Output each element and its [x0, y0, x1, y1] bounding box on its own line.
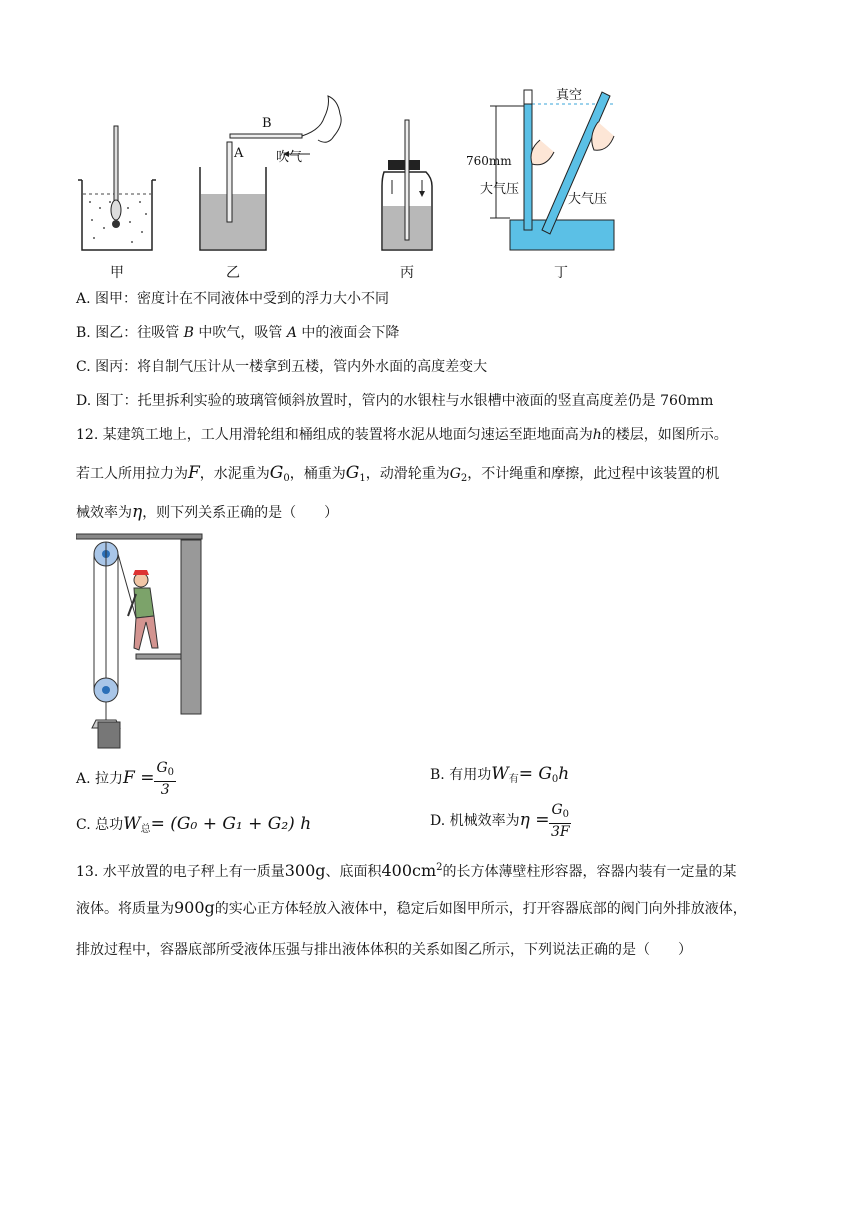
torricelli-figure — [490, 90, 616, 250]
fig-label-atm-left: 大气压 — [480, 182, 520, 197]
q12-stem-line3 — [76, 502, 338, 523]
q12-text: ，动滑轮重为 — [365, 466, 450, 482]
q12-option-a — [76, 760, 176, 798]
q13-stem-line3: 排放过程中，容器底部所受液体压强与排出液体体积的关系如图乙所示，下列说法正确的是（ ） — [76, 942, 692, 958]
q12-option-b-sub: 有 — [508, 774, 519, 785]
fig-label-jia: 甲 — [110, 265, 124, 281]
q12-option-b-w: W — [491, 764, 509, 784]
q11-option-b-var2: A — [286, 325, 297, 341]
q12-stem-line1-post: 的楼层，如图所示。 — [601, 427, 728, 443]
q11-option-c: C. 图丙：将自制气压计从一楼拿到五楼，管内外水面的高度差变大 — [76, 359, 488, 375]
q12-option-d-label: D. 机械效率为 — [430, 813, 520, 829]
q11-option-b-var1: B — [183, 325, 194, 341]
q11-option-b — [76, 323, 399, 343]
barometer-bottle-figure — [382, 120, 432, 250]
q12-option-c-w: W — [123, 814, 141, 834]
q12-option-d-fraction — [549, 802, 571, 840]
q13-text: 13. 水平放置的电子秤上有一质量 — [76, 864, 285, 880]
q12-var-g2: G — [449, 466, 461, 482]
q11-option-d: D. 图丁：托里拆利实验的玻璃管倾斜放置时，管内的水银柱与水银槽中液面的竖直高度差仍是 760mm — [76, 393, 714, 409]
fig-label-straw-b: B — [262, 116, 272, 131]
q12-var-g2-sub: 2 — [460, 473, 468, 484]
q13-text: 的长方体薄壁柱形容器，容器内装有一定量的某 — [442, 864, 737, 880]
fig-label-ding: 丁 — [554, 265, 568, 281]
q12-var-f: F — [188, 463, 200, 483]
q13-text: 液体。将质量为 — [76, 901, 174, 917]
q12-text: ，水泥重为 — [199, 466, 270, 482]
q12-var-g0: G — [269, 463, 284, 483]
fig-label-vacuum: 真空 — [556, 88, 583, 103]
fig-label-760mm: 760mm — [466, 154, 512, 168]
q12-stem-line2 — [76, 463, 719, 489]
q12-var-h: h — [592, 427, 602, 443]
q12-text: ，则下列关系正确的是（ ） — [142, 505, 339, 521]
q12-text: 械效率为 — [76, 505, 132, 521]
q13-mass-container: 300g — [284, 861, 326, 880]
fig-label-straw-a: A — [234, 146, 244, 161]
q11-option-b-post: 中的液面会下降 — [296, 325, 400, 341]
q13-stem-line2 — [76, 898, 747, 919]
frac-den: 3F — [550, 824, 570, 840]
q11-figure-svg — [70, 82, 630, 282]
q13-stem-line1 — [76, 858, 737, 882]
q12-option-a-lhs: F = — [123, 768, 155, 788]
q12-option-d-lhs: η = — [519, 810, 550, 830]
q12-var-g1: G — [345, 463, 360, 483]
pulley-svg — [76, 532, 206, 752]
q12-option-c-rhs: = (G₀ + G₁ + G₂) h — [150, 814, 312, 834]
fig-label-blow: 吹气 — [276, 150, 303, 165]
q12-pulley-figure — [76, 532, 206, 752]
q12-var-g0-sub: 0 — [283, 473, 290, 484]
fig-label-atm-right: 大气压 — [568, 192, 608, 207]
q12-text: ，不计绳重和摩擦，此过程中该装置的机 — [467, 466, 720, 482]
q12-stem-line1-pre: 12. 某建筑工地上，工人用滑轮组和桶组成的装置将水泥从地面匀速运至距地面高为 — [76, 427, 593, 443]
q12-option-c — [76, 814, 311, 840]
frac-num-sub: 0 — [562, 809, 570, 820]
hydrometer-beaker-figure — [78, 126, 156, 250]
q12-option-c-sub: 总 — [140, 824, 151, 835]
q13-mass-cube: 900g — [174, 898, 215, 917]
frac-num-sub: 0 — [167, 767, 175, 778]
frac-num: G — [156, 760, 168, 776]
q12-option-b — [430, 764, 569, 790]
q12-text: 若工人所用拉力为 — [76, 466, 188, 482]
q12-stem-line1 — [76, 425, 728, 445]
q12-option-a-label: A. 拉力 — [76, 771, 124, 787]
q11-option-b-mid: 中吹气，吸管 — [193, 325, 287, 341]
q11-option-b-pre: B. 图乙：往吸管 — [76, 325, 184, 341]
q12-var-eta: η — [132, 502, 143, 522]
q12-option-b-label: B. 有用功 — [430, 767, 492, 783]
q12-option-b-rhs-sub: 0 — [551, 774, 559, 785]
q13-text: 、底面积 — [325, 864, 382, 880]
q11-figures — [70, 82, 630, 282]
q12-var-g1-sub: 1 — [359, 473, 366, 484]
q13-area-sup: 2 — [436, 862, 443, 873]
fig-label-yi: 乙 — [226, 265, 240, 281]
q12-option-d — [430, 802, 571, 840]
q12-option-b-rhs: = G — [518, 764, 552, 784]
fig-label-bing: 丙 — [400, 265, 414, 281]
q12-option-b-h: h — [558, 764, 570, 784]
q12-option-a-fraction — [154, 760, 176, 798]
frac-num: G — [551, 802, 563, 818]
q11-option-a: A. 图甲：密度计在不同液体中受到的浮力大小不同 — [76, 291, 390, 307]
frac-den: 3 — [160, 782, 170, 798]
q13-area: 400cm — [381, 861, 437, 880]
q12-text: ，桶重为 — [289, 466, 346, 482]
q13-text: 的实心正方体轻放入液体中，稳定后如图甲所示，打开容器底部的阀门向外排放液体， — [214, 901, 747, 917]
q12-option-c-label: C. 总功 — [76, 817, 124, 833]
